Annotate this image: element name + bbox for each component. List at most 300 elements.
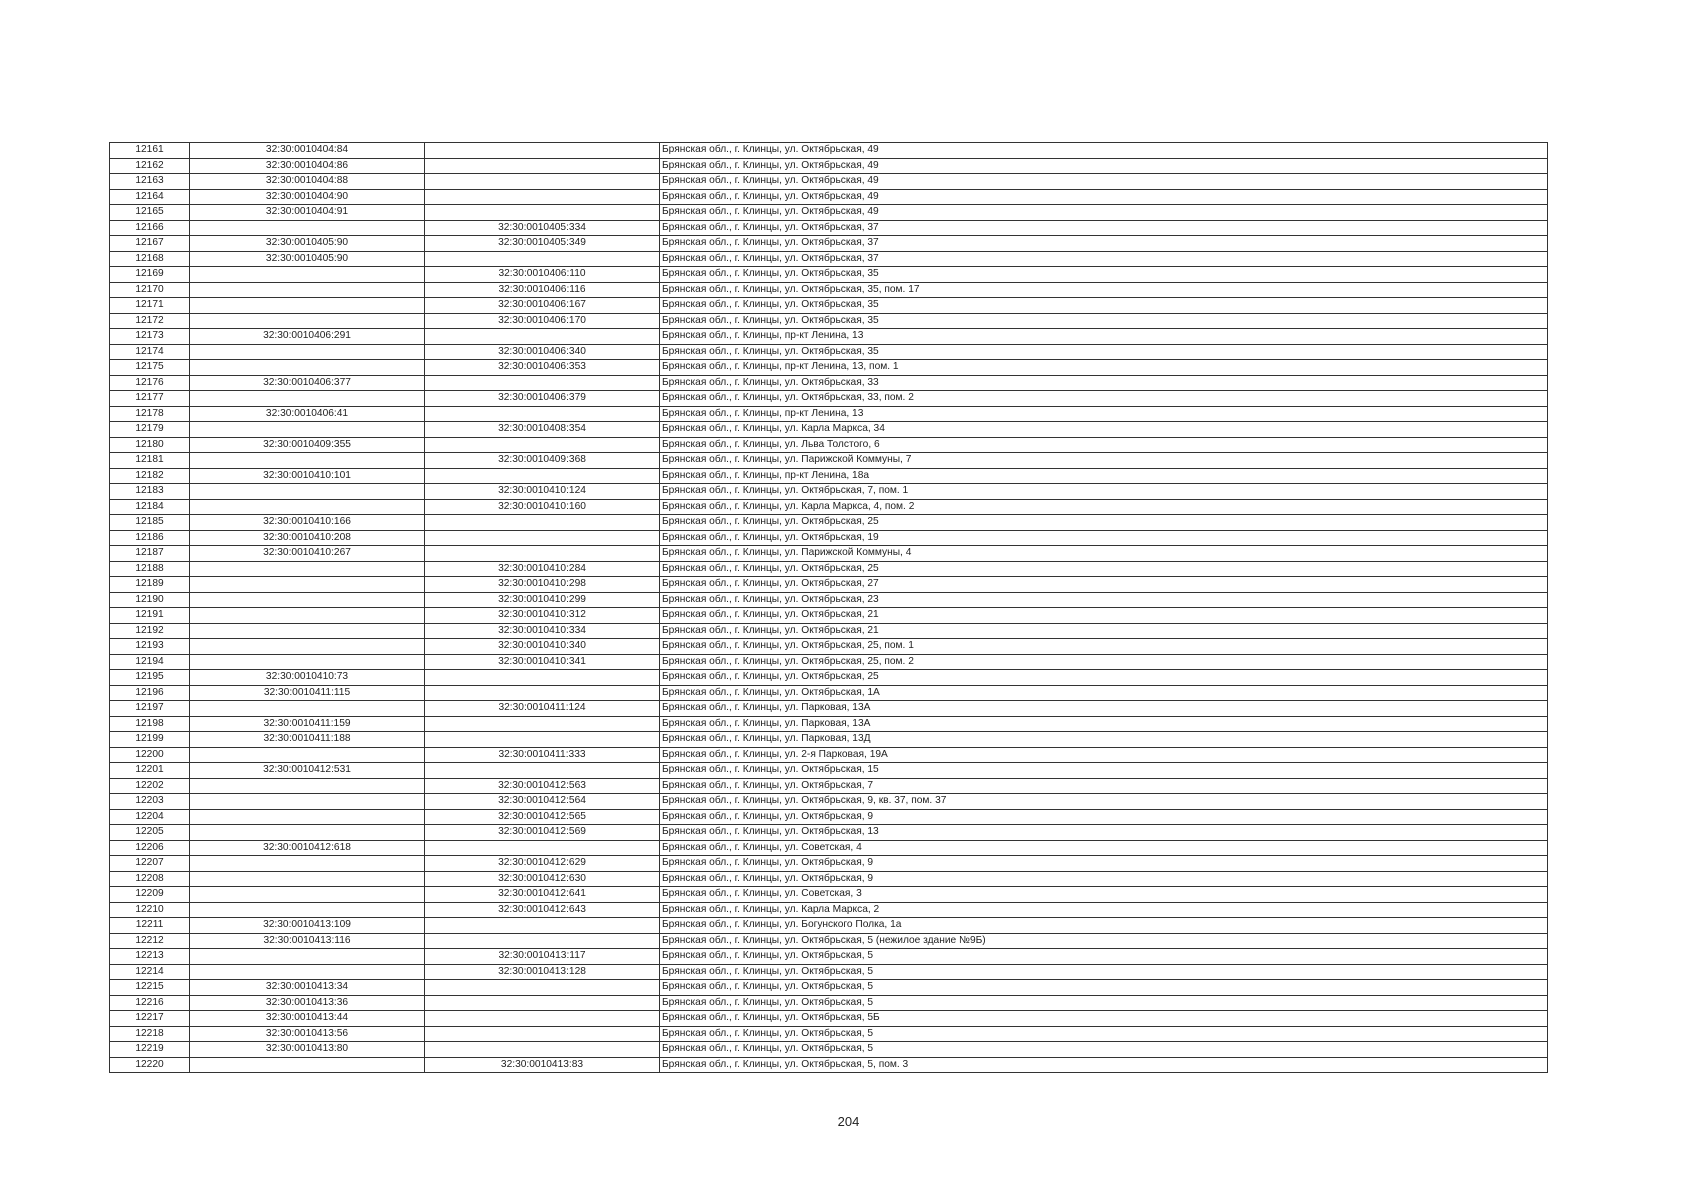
table-row (110, 205, 1548, 221)
related-cadastral-number-cell (425, 840, 660, 856)
address-cell: Брянская обл., г. Клинцы, ул. Парижской Коммуны, 4 (660, 546, 1548, 562)
cadastral-number-cell: 32:30:0010413:44 (190, 1011, 425, 1027)
table-row (110, 344, 1548, 360)
cadastral-number-cell: 32:30:0010413:80 (190, 1042, 425, 1058)
address-cell: Брянская обл., г. Клинцы, ул. Октябрьская, 25 (660, 515, 1548, 531)
cadastral-number-cell (190, 592, 425, 608)
row-number-cell: 12216 (110, 995, 190, 1011)
related-cadastral-number-cell (425, 158, 660, 174)
table-row (110, 887, 1548, 903)
row-number-cell: 12203 (110, 794, 190, 810)
cadastral-number-cell (190, 778, 425, 794)
related-cadastral-number-cell: 32:30:0010412:630 (425, 871, 660, 887)
row-number-cell: 12191 (110, 608, 190, 624)
table-row (110, 422, 1548, 438)
cadastral-number-cell: 32:30:0010405:90 (190, 236, 425, 252)
related-cadastral-number-cell (425, 205, 660, 221)
row-number-cell: 12197 (110, 701, 190, 717)
address-cell: Брянская обл., г. Клинцы, ул. Октябрьская, 7, пом. 1 (660, 484, 1548, 500)
address-cell: Брянская обл., г. Клинцы, ул. Октябрьская, 19 (660, 530, 1548, 546)
related-cadastral-number-cell: 32:30:0010412:643 (425, 902, 660, 918)
related-cadastral-number-cell (425, 763, 660, 779)
related-cadastral-number-cell: 32:30:0010410:298 (425, 577, 660, 593)
address-cell: Брянская обл., г. Клинцы, ул. Октябрьская, 37 (660, 220, 1548, 236)
related-cadastral-number-cell: 32:30:0010411:124 (425, 701, 660, 717)
table-row (110, 375, 1548, 391)
table-row (110, 592, 1548, 608)
related-cadastral-number-cell (425, 1042, 660, 1058)
address-cell: Брянская обл., г. Клинцы, пр-кт Ленина, 13, пом. 1 (660, 360, 1548, 376)
address-cell: Брянская обл., г. Клинцы, ул. Октябрьская, 37 (660, 236, 1548, 252)
cadastral-number-cell: 32:30:0010404:91 (190, 205, 425, 221)
cadastral-number-cell (190, 267, 425, 283)
related-cadastral-number-cell (425, 1011, 660, 1027)
row-number-cell: 12217 (110, 1011, 190, 1027)
cadastral-number-cell (190, 499, 425, 515)
related-cadastral-number-cell (425, 995, 660, 1011)
related-cadastral-number-cell: 32:30:0010408:354 (425, 422, 660, 438)
cadastral-number-cell: 32:30:0010412:531 (190, 763, 425, 779)
cadastral-number-cell: 32:30:0010410:267 (190, 546, 425, 562)
table-row (110, 251, 1548, 267)
related-cadastral-number-cell (425, 732, 660, 748)
row-number-cell: 12190 (110, 592, 190, 608)
related-cadastral-number-cell: 32:30:0010410:124 (425, 484, 660, 500)
related-cadastral-number-cell (425, 406, 660, 422)
address-cell: Брянская обл., г. Клинцы, ул. Октябрьская, 49 (660, 189, 1548, 205)
cadastral-number-cell: 32:30:0010411:115 (190, 685, 425, 701)
related-cadastral-number-cell: 32:30:0010412:563 (425, 778, 660, 794)
related-cadastral-number-cell: 32:30:0010406:110 (425, 267, 660, 283)
row-number-cell: 12207 (110, 856, 190, 872)
row-number-cell: 12189 (110, 577, 190, 593)
cadastral-number-cell (190, 220, 425, 236)
related-cadastral-number-cell: 32:30:0010406:167 (425, 298, 660, 314)
row-number-cell: 12193 (110, 639, 190, 655)
address-cell: Брянская обл., г. Клинцы, ул. Октябрьская, 9 (660, 809, 1548, 825)
row-number-cell: 12218 (110, 1026, 190, 1042)
cadastral-number-cell: 32:30:0010404:90 (190, 189, 425, 205)
address-cell: Брянская обл., г. Клинцы, ул. Октябрьская, 5 (660, 949, 1548, 965)
address-cell: Брянская обл., г. Клинцы, ул. Октябрьская, 33 (660, 375, 1548, 391)
row-number-cell: 12174 (110, 344, 190, 360)
row-number-cell: 12209 (110, 887, 190, 903)
related-cadastral-number-cell: 32:30:0010406:170 (425, 313, 660, 329)
related-cadastral-number-cell: 32:30:0010410:284 (425, 561, 660, 577)
table-row (110, 608, 1548, 624)
cadastral-number-cell: 32:30:0010410:73 (190, 670, 425, 686)
row-number-cell: 12183 (110, 484, 190, 500)
cadastral-number-cell: 32:30:0010406:291 (190, 329, 425, 345)
related-cadastral-number-cell (425, 918, 660, 934)
address-cell: Брянская обл., г. Клинцы, ул. Октябрьская, 5 (нежилое здание №9Б) (660, 933, 1548, 949)
cadastral-number-cell (190, 949, 425, 965)
row-number-cell: 12220 (110, 1057, 190, 1073)
related-cadastral-number-cell: 32:30:0010406:379 (425, 391, 660, 407)
row-number-cell: 12186 (110, 530, 190, 546)
row-number-cell: 12168 (110, 251, 190, 267)
related-cadastral-number-cell (425, 189, 660, 205)
cadastral-number-cell (190, 887, 425, 903)
address-cell: Брянская обл., г. Клинцы, ул. Льва Толстого, 6 (660, 437, 1548, 453)
cadastral-number-cell (190, 282, 425, 298)
related-cadastral-number-cell: 32:30:0010413:128 (425, 964, 660, 980)
address-cell: Брянская обл., г. Клинцы, ул. Парковая, 13Д (660, 732, 1548, 748)
cadastral-number-cell (190, 360, 425, 376)
related-cadastral-number-cell: 32:30:0010412:629 (425, 856, 660, 872)
address-cell: Брянская обл., г. Клинцы, ул. Советская, 3 (660, 887, 1548, 903)
related-cadastral-number-cell: 32:30:0010412:565 (425, 809, 660, 825)
address-cell: Брянская обл., г. Клинцы, ул. Октябрьская, 9, кв. 37, пом. 37 (660, 794, 1548, 810)
row-number-cell: 12171 (110, 298, 190, 314)
table-row (110, 561, 1548, 577)
related-cadastral-number-cell: 32:30:0010405:349 (425, 236, 660, 252)
related-cadastral-number-cell: 32:30:0010405:334 (425, 220, 660, 236)
address-cell: Брянская обл., г. Клинцы, ул. Октябрьская, 23 (660, 592, 1548, 608)
table-row (110, 933, 1548, 949)
row-number-cell: 12166 (110, 220, 190, 236)
table-row (110, 329, 1548, 345)
address-cell: Брянская обл., г. Клинцы, ул. Октябрьская, 21 (660, 608, 1548, 624)
row-number-cell: 12179 (110, 422, 190, 438)
related-cadastral-number-cell (425, 980, 660, 996)
row-number-cell: 12167 (110, 236, 190, 252)
related-cadastral-number-cell: 32:30:0010410:340 (425, 639, 660, 655)
cadastral-number-cell: 32:30:0010413:34 (190, 980, 425, 996)
cadastral-number-cell: 32:30:0010413:56 (190, 1026, 425, 1042)
row-number-cell: 12185 (110, 515, 190, 531)
address-cell: Брянская обл., г. Клинцы, ул. Октябрьская, 27 (660, 577, 1548, 593)
table-row (110, 685, 1548, 701)
row-number-cell: 12165 (110, 205, 190, 221)
table-row (110, 298, 1548, 314)
address-cell: Брянская обл., г. Клинцы, ул. Октябрьская, 25, пом. 2 (660, 654, 1548, 670)
cadastral-number-cell: 32:30:0010406:41 (190, 406, 425, 422)
cadastral-number-cell: 32:30:0010409:355 (190, 437, 425, 453)
cadastral-number-cell (190, 794, 425, 810)
cadastral-number-cell: 32:30:0010410:101 (190, 468, 425, 484)
address-cell: Брянская обл., г. Клинцы, ул. Октябрьская, 49 (660, 205, 1548, 221)
address-cell: Брянская обл., г. Клинцы, ул. Октябрьская, 7 (660, 778, 1548, 794)
cadastral-number-cell (190, 639, 425, 655)
address-cell: Брянская обл., г. Клинцы, ул. Октябрьская, 49 (660, 174, 1548, 190)
related-cadastral-number-cell (425, 375, 660, 391)
row-number-cell: 12214 (110, 964, 190, 980)
table-row (110, 809, 1548, 825)
address-cell: Брянская обл., г. Клинцы, ул. Октябрьская, 35, пом. 17 (660, 282, 1548, 298)
table-row (110, 701, 1548, 717)
row-number-cell: 12201 (110, 763, 190, 779)
address-cell: Брянская обл., г. Клинцы, ул. Парковая, 13А (660, 716, 1548, 732)
table-row (110, 1011, 1548, 1027)
row-number-cell: 12204 (110, 809, 190, 825)
cadastral-number-cell (190, 608, 425, 624)
related-cadastral-number-cell: 32:30:0010411:333 (425, 747, 660, 763)
row-number-cell: 12188 (110, 561, 190, 577)
address-cell: Брянская обл., г. Клинцы, ул. Октябрьская, 5 (660, 1042, 1548, 1058)
row-number-cell: 12181 (110, 453, 190, 469)
table-row (110, 732, 1548, 748)
cadastral-number-cell (190, 871, 425, 887)
cadastral-number-cell: 32:30:0010406:377 (190, 375, 425, 391)
cadastral-number-cell: 32:30:0010411:159 (190, 716, 425, 732)
cadastral-number-cell: 32:30:0010410:208 (190, 530, 425, 546)
address-cell: Брянская обл., г. Клинцы, пр-кт Ленина, 13 (660, 406, 1548, 422)
address-cell: Брянская обл., г. Клинцы, ул. Октябрьская, 49 (660, 143, 1548, 159)
table-row (110, 546, 1548, 562)
table-row (110, 437, 1548, 453)
address-cell: Брянская обл., г. Клинцы, ул. Карла Маркса, 34 (660, 422, 1548, 438)
table-row (110, 499, 1548, 515)
table-row (110, 391, 1548, 407)
table-row (110, 267, 1548, 283)
related-cadastral-number-cell (425, 251, 660, 267)
row-number-cell: 12215 (110, 980, 190, 996)
cadastral-number-cell: 32:30:0010411:188 (190, 732, 425, 748)
related-cadastral-number-cell (425, 670, 660, 686)
cadastral-number-cell (190, 701, 425, 717)
related-cadastral-number-cell: 32:30:0010406:353 (425, 360, 660, 376)
row-number-cell: 12208 (110, 871, 190, 887)
cadastral-number-cell (190, 561, 425, 577)
related-cadastral-number-cell: 32:30:0010410:334 (425, 623, 660, 639)
row-number-cell: 12196 (110, 685, 190, 701)
address-cell: Брянская обл., г. Клинцы, ул. Октябрьская, 25 (660, 561, 1548, 577)
table-row (110, 794, 1548, 810)
related-cadastral-number-cell (425, 143, 660, 159)
row-number-cell: 12170 (110, 282, 190, 298)
registry-table-body (110, 143, 1548, 1073)
table-row (110, 453, 1548, 469)
related-cadastral-number-cell: 32:30:0010413:83 (425, 1057, 660, 1073)
table-row (110, 515, 1548, 531)
row-number-cell: 12173 (110, 329, 190, 345)
table-row (110, 716, 1548, 732)
address-cell: Брянская обл., г. Клинцы, ул. Октябрьская, 35 (660, 298, 1548, 314)
cadastral-number-cell: 32:30:0010404:86 (190, 158, 425, 174)
row-number-cell: 12211 (110, 918, 190, 934)
address-cell: Брянская обл., г. Клинцы, ул. Октябрьская, 5 (660, 995, 1548, 1011)
cadastral-number-cell: 32:30:0010410:166 (190, 515, 425, 531)
table-row (110, 654, 1548, 670)
related-cadastral-number-cell: 32:30:0010413:117 (425, 949, 660, 965)
table-row (110, 468, 1548, 484)
table-row (110, 1057, 1548, 1073)
row-number-cell: 12177 (110, 391, 190, 407)
address-cell: Брянская обл., г. Клинцы, пр-кт Ленина, 13 (660, 329, 1548, 345)
table-row (110, 670, 1548, 686)
table-row (110, 406, 1548, 422)
address-cell: Брянская обл., г. Клинцы, ул. 2-я Парковая, 19А (660, 747, 1548, 763)
cadastral-number-cell: 32:30:0010412:618 (190, 840, 425, 856)
row-number-cell: 12212 (110, 933, 190, 949)
row-number-cell: 12182 (110, 468, 190, 484)
related-cadastral-number-cell: 32:30:0010410:160 (425, 499, 660, 515)
cadastral-number-cell (190, 313, 425, 329)
row-number-cell: 12161 (110, 143, 190, 159)
cadastral-number-cell (190, 825, 425, 841)
table-row (110, 623, 1548, 639)
related-cadastral-number-cell: 32:30:0010410:299 (425, 592, 660, 608)
cadastral-number-cell: 32:30:0010405:90 (190, 251, 425, 267)
related-cadastral-number-cell: 32:30:0010412:641 (425, 887, 660, 903)
table-row (110, 236, 1548, 252)
table-row (110, 964, 1548, 980)
address-cell: Брянская обл., г. Клинцы, ул. Октябрьская, 5, пом. 3 (660, 1057, 1548, 1073)
cadastral-number-cell (190, 964, 425, 980)
related-cadastral-number-cell (425, 468, 660, 484)
cadastral-number-cell (190, 1057, 425, 1073)
row-number-cell: 12163 (110, 174, 190, 190)
row-number-cell: 12187 (110, 546, 190, 562)
row-number-cell: 12184 (110, 499, 190, 515)
table-row (110, 778, 1548, 794)
address-cell: Брянская обл., г. Клинцы, ул. Октябрьская, 9 (660, 871, 1548, 887)
related-cadastral-number-cell: 32:30:0010412:564 (425, 794, 660, 810)
row-number-cell: 12180 (110, 437, 190, 453)
related-cadastral-number-cell: 32:30:0010410:341 (425, 654, 660, 670)
table-row (110, 918, 1548, 934)
cadastral-number-cell (190, 484, 425, 500)
address-cell: Брянская обл., г. Клинцы, ул. Парижской Коммуны, 7 (660, 453, 1548, 469)
table-row (110, 763, 1548, 779)
address-cell: Брянская обл., г. Клинцы, ул. Октябрьская, 13 (660, 825, 1548, 841)
related-cadastral-number-cell: 32:30:0010406:340 (425, 344, 660, 360)
cadastral-number-cell: 32:30:0010413:109 (190, 918, 425, 934)
row-number-cell: 12164 (110, 189, 190, 205)
row-number-cell: 12172 (110, 313, 190, 329)
table-row (110, 1042, 1548, 1058)
cadastral-number-cell (190, 856, 425, 872)
address-cell: Брянская обл., г. Клинцы, ул. Октябрьская, 5 (660, 980, 1548, 996)
row-number-cell: 12178 (110, 406, 190, 422)
row-number-cell: 12219 (110, 1042, 190, 1058)
cadastral-number-cell: 32:30:0010413:36 (190, 995, 425, 1011)
cadastral-number-cell (190, 391, 425, 407)
address-cell: Брянская обл., г. Клинцы, ул. Советская, 4 (660, 840, 1548, 856)
cadastral-number-cell: 32:30:0010413:116 (190, 933, 425, 949)
table-row (110, 902, 1548, 918)
related-cadastral-number-cell (425, 329, 660, 345)
cadastral-number-cell (190, 577, 425, 593)
row-number-cell: 12195 (110, 670, 190, 686)
address-cell: Брянская обл., г. Клинцы, ул. Октябрьская, 5Б (660, 1011, 1548, 1027)
related-cadastral-number-cell (425, 1026, 660, 1042)
address-cell: Брянская обл., г. Клинцы, ул. Октябрьская, 35 (660, 313, 1548, 329)
address-cell: Брянская обл., г. Клинцы, ул. Парковая, 13А (660, 701, 1548, 717)
cadastral-number-cell (190, 453, 425, 469)
related-cadastral-number-cell: 32:30:0010406:116 (425, 282, 660, 298)
address-cell: Брянская обл., г. Клинцы, ул. Октябрьская, 35 (660, 267, 1548, 283)
address-cell: Брянская обл., г. Клинцы, ул. Октябрьская, 49 (660, 158, 1548, 174)
table-row (110, 158, 1548, 174)
address-cell: Брянская обл., г. Клинцы, ул. Октябрьская, 9 (660, 856, 1548, 872)
cadastral-number-cell: 32:30:0010404:84 (190, 143, 425, 159)
table-row (110, 980, 1548, 996)
cadastral-number-cell (190, 298, 425, 314)
related-cadastral-number-cell (425, 933, 660, 949)
address-cell: Брянская обл., г. Клинцы, пр-кт Ленина, 18а (660, 468, 1548, 484)
table-row (110, 856, 1548, 872)
cadastral-number-cell (190, 809, 425, 825)
row-number-cell: 12198 (110, 716, 190, 732)
cadastral-number-cell (190, 344, 425, 360)
table-row (110, 143, 1548, 159)
cadastral-number-cell (190, 654, 425, 670)
row-number-cell: 12169 (110, 267, 190, 283)
row-number-cell: 12162 (110, 158, 190, 174)
table-row (110, 220, 1548, 236)
row-number-cell: 12176 (110, 375, 190, 391)
row-number-cell: 12213 (110, 949, 190, 965)
address-cell: Брянская обл., г. Клинцы, ул. Октябрьская, 37 (660, 251, 1548, 267)
table-row (110, 189, 1548, 205)
cadastral-number-cell (190, 623, 425, 639)
row-number-cell: 12205 (110, 825, 190, 841)
row-number-cell: 12194 (110, 654, 190, 670)
cadastral-number-cell: 32:30:0010404:88 (190, 174, 425, 190)
row-number-cell: 12199 (110, 732, 190, 748)
row-number-cell: 12206 (110, 840, 190, 856)
related-cadastral-number-cell (425, 174, 660, 190)
table-row (110, 577, 1548, 593)
related-cadastral-number-cell (425, 716, 660, 732)
address-cell: Брянская обл., г. Клинцы, ул. Октябрьская, 33, пом. 2 (660, 391, 1548, 407)
related-cadastral-number-cell (425, 437, 660, 453)
table-row (110, 1026, 1548, 1042)
table-row (110, 282, 1548, 298)
row-number-cell: 12202 (110, 778, 190, 794)
cadastral-number-cell (190, 902, 425, 918)
address-cell: Брянская обл., г. Клинцы, ул. Богунского Полка, 1а (660, 918, 1548, 934)
table-row (110, 747, 1548, 763)
related-cadastral-number-cell: 32:30:0010412:569 (425, 825, 660, 841)
address-cell: Брянская обл., г. Клинцы, ул. Октябрьская, 25, пом. 1 (660, 639, 1548, 655)
table-row (110, 360, 1548, 376)
address-cell: Брянская обл., г. Клинцы, ул. Октябрьская, 15 (660, 763, 1548, 779)
address-cell: Брянская обл., г. Клинцы, ул. Октябрьская, 5 (660, 1026, 1548, 1042)
row-number-cell: 12200 (110, 747, 190, 763)
cadastral-number-cell (190, 422, 425, 438)
related-cadastral-number-cell (425, 530, 660, 546)
related-cadastral-number-cell (425, 685, 660, 701)
table-row (110, 484, 1548, 500)
table-row (110, 995, 1548, 1011)
table-row (110, 174, 1548, 190)
registry-table (109, 142, 1548, 1073)
related-cadastral-number-cell (425, 515, 660, 531)
row-number-cell: 12192 (110, 623, 190, 639)
address-cell: Брянская обл., г. Клинцы, ул. Октябрьская, 21 (660, 623, 1548, 639)
address-cell: Брянская обл., г. Клинцы, ул. Октябрьская, 1А (660, 685, 1548, 701)
address-cell: Брянская обл., г. Клинцы, ул. Октябрьская, 35 (660, 344, 1548, 360)
related-cadastral-number-cell: 32:30:0010409:368 (425, 453, 660, 469)
table-row (110, 313, 1548, 329)
address-cell: Брянская обл., г. Клинцы, ул. Карла Маркса, 2 (660, 902, 1548, 918)
table-row (110, 871, 1548, 887)
table-row (110, 639, 1548, 655)
table-row (110, 840, 1548, 856)
table-row (110, 825, 1548, 841)
cadastral-number-cell (190, 747, 425, 763)
address-cell: Брянская обл., г. Клинцы, ул. Октябрьская, 5 (660, 964, 1548, 980)
row-number-cell: 12210 (110, 902, 190, 918)
table-row (110, 530, 1548, 546)
page-number: 204 (837, 1114, 860, 1129)
related-cadastral-number-cell: 32:30:0010410:312 (425, 608, 660, 624)
related-cadastral-number-cell (425, 546, 660, 562)
address-cell: Брянская обл., г. Клинцы, ул. Октябрьская, 25 (660, 670, 1548, 686)
